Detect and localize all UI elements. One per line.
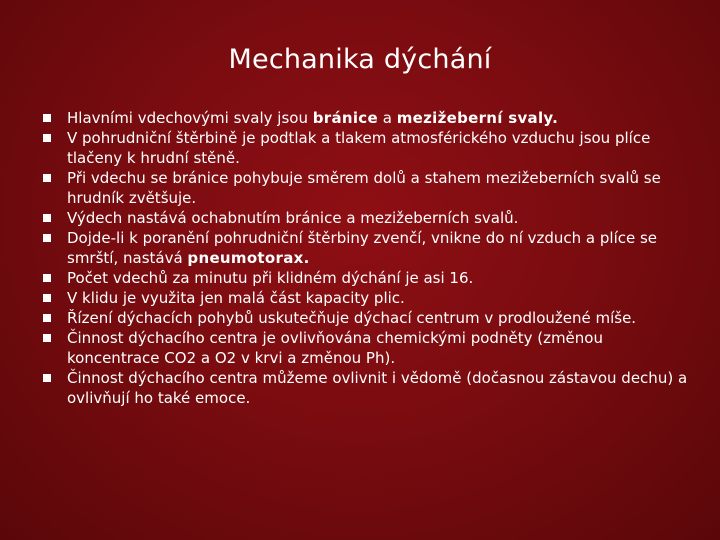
bullet-text: Hlavními vdechovými svaly jsou [67, 109, 313, 127]
bullet-item-8 [0, 308, 720, 328]
square-bullet-icon [43, 114, 51, 122]
square-bullet-icon [43, 274, 51, 282]
square-bullet-icon [43, 134, 51, 142]
bullet-text: Činnost dýchacího centra je ovlivňována chemickými podněty (změnou koncentrace CO2 a O2 v krvi a změnou Ph). [67, 329, 603, 367]
bullet-item-10 [0, 368, 720, 408]
emphasis-term: pneumotorax. [187, 249, 310, 267]
square-bullet-icon [43, 374, 51, 382]
bullet-item-4 [0, 208, 720, 228]
bullet-item-3 [0, 168, 720, 208]
slide-title: Mechanika dýchání [228, 44, 492, 76]
bullet-text: Řízení dýchacích pohybů uskutečňuje dýchací centrum v prodloužené míše. [67, 309, 637, 327]
bullet-text: Výdech nastává ochabnutím bránice a mezižeberních svalů. [67, 209, 519, 227]
bullet-text: Počet vdechů za minutu při klidném dýchání je asi 16. [67, 269, 474, 287]
bullet-text: Při vdechu se bránice pohybuje směrem dolů a stahem mezižeberních svalů se hrudník zvětšuje. [67, 169, 661, 207]
square-bullet-icon [43, 334, 51, 342]
bullet-text: V pohrudniční štěrbině je podtlak a tlakem atmosférického vzduchu jsou plíce tlačeny k hrudní stěně. [67, 129, 651, 167]
square-bullet-icon [43, 174, 51, 182]
bullet-item-6 [0, 268, 720, 288]
bullet-text: V klidu je využita jen malá část kapacity plic. [67, 289, 405, 307]
bullet-text: Dojde-li k poranění pohrudniční štěrbiny zvenčí, vnikne do ní vzduch a plíce se smrští, nastává [67, 229, 658, 267]
emphasis-term: bránice [312, 109, 378, 127]
bullet-text: a [377, 109, 397, 127]
bullet-item-2 [0, 128, 720, 168]
square-bullet-icon [43, 294, 51, 302]
bullet-item-7 [0, 288, 720, 308]
bullet-item-5 [0, 228, 720, 268]
bullet-list [0, 108, 720, 408]
square-bullet-icon [43, 314, 51, 322]
square-bullet-icon [43, 214, 51, 222]
bullet-text: Činnost dýchacího centra můžeme ovlivnit i vědomě (dočasnou zástavou dechu) a ovlivňují ho také emoce. [67, 369, 688, 407]
bullet-item-9 [0, 328, 720, 368]
bullet-item-1 [0, 108, 720, 128]
emphasis-term: mezižeberní svaly. [396, 109, 559, 127]
square-bullet-icon [43, 234, 51, 242]
